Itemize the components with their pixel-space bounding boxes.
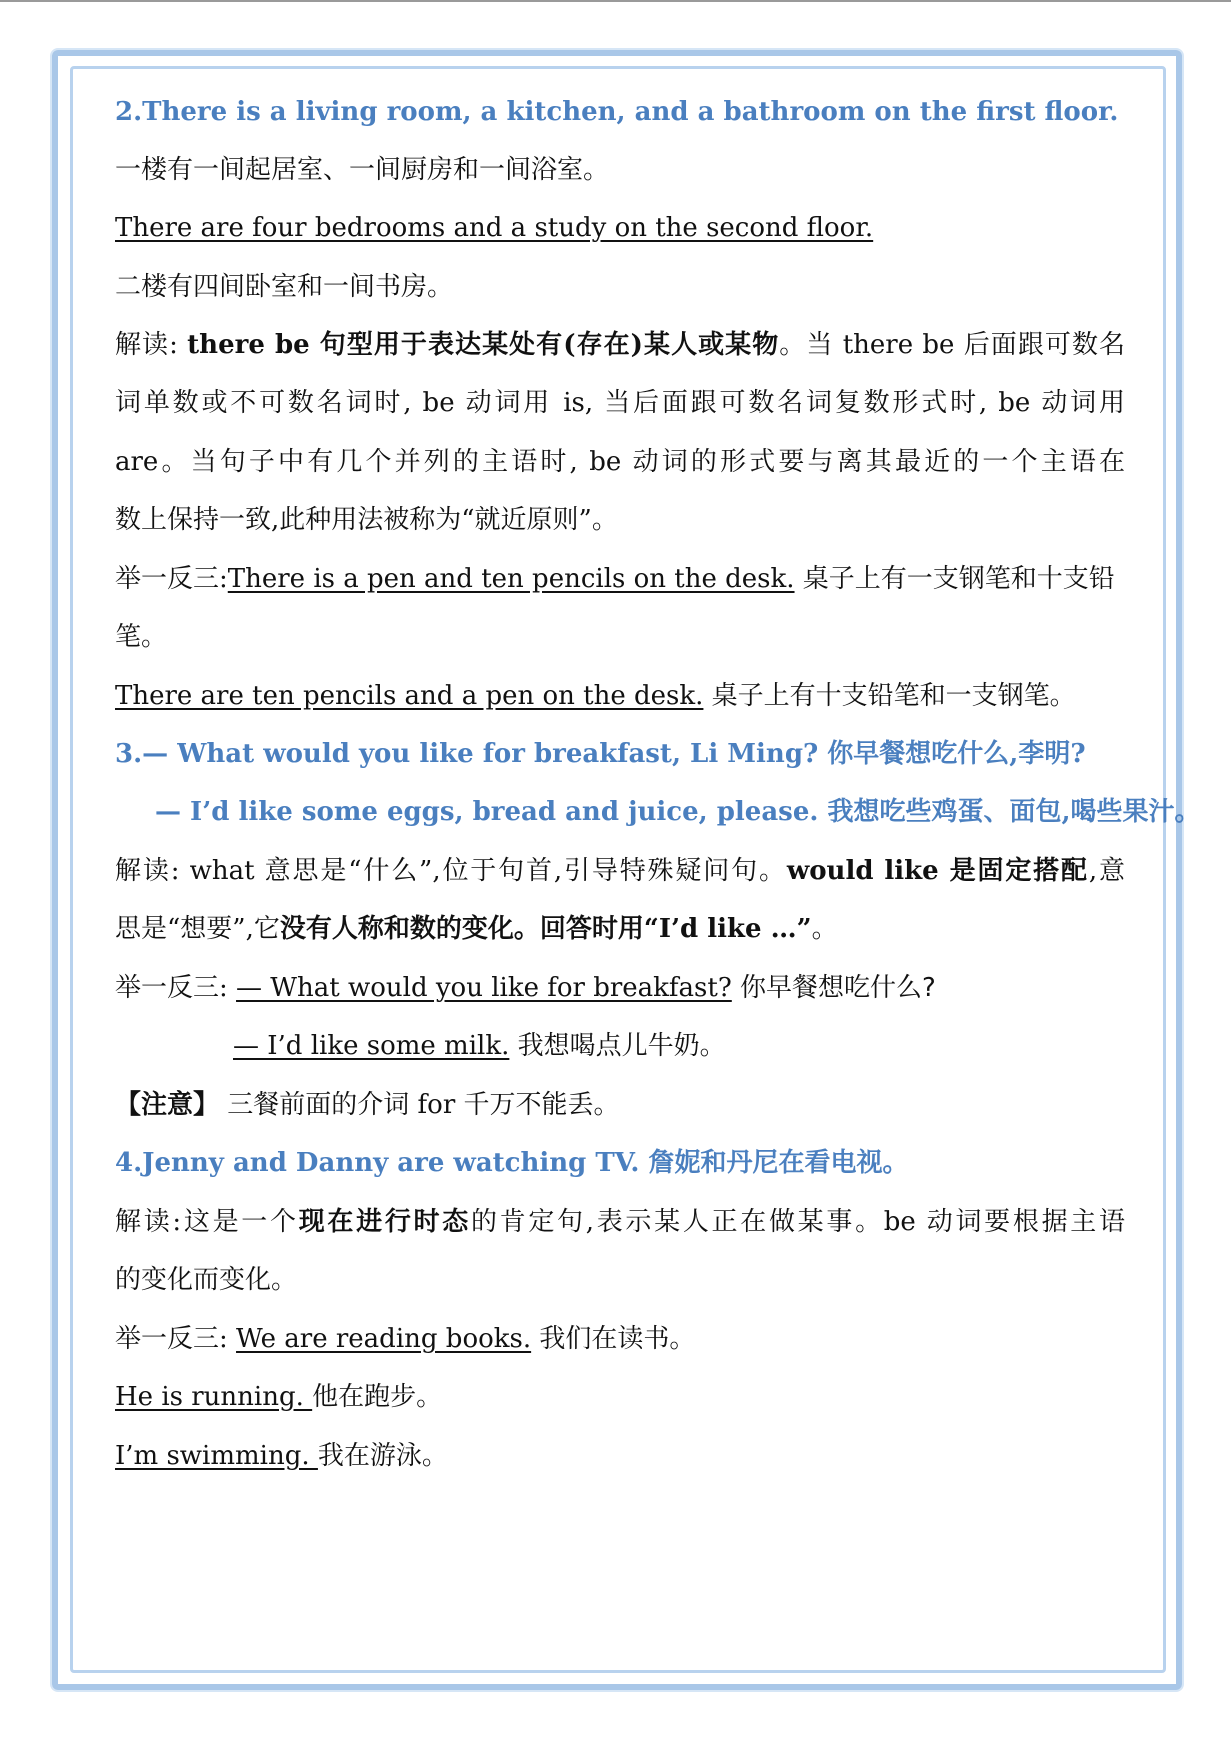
example-cn: 我想喝点儿牛奶。 bbox=[509, 1031, 726, 1061]
explanation-text: 。 bbox=[811, 914, 838, 944]
item4-example2 bbox=[115, 1377, 442, 1417]
explanation-bold: 现在进行时态 bbox=[298, 1207, 471, 1237]
example-cn: 桌子上有一支钢笔和十支铅 bbox=[794, 564, 1115, 594]
example-en: I’m swimming. bbox=[115, 1441, 318, 1471]
item2-example1-cont: 笔。 bbox=[115, 622, 168, 652]
example-en: There is a pen and ten pencils on the desk. bbox=[227, 564, 795, 594]
item3-example-q bbox=[115, 968, 936, 1008]
note-label: 【注意】 bbox=[115, 1090, 220, 1120]
item4-explanation-line1 bbox=[115, 1202, 1125, 1242]
example-cn: 他在跑步。 bbox=[312, 1382, 443, 1412]
explanation-rest: 。当 there be 后面跟可数名 bbox=[779, 330, 1125, 360]
item3-note bbox=[115, 1085, 620, 1125]
item2-example2 bbox=[115, 676, 1076, 716]
item4-heading: 4.Jenny and Danny are watching TV. 詹妮和丹尼在看电视。 bbox=[115, 1148, 909, 1178]
example-en: We are reading books. bbox=[236, 1324, 532, 1354]
item2-explanation-line1 bbox=[115, 325, 1125, 365]
example-cn: 桌子上有十支铅笔和一支钢笔。 bbox=[703, 681, 1076, 711]
item4-example3 bbox=[115, 1436, 448, 1476]
example-cn: 我们在读书。 bbox=[531, 1324, 696, 1354]
example-en: He is running. bbox=[115, 1382, 313, 1412]
explanation-text: 思是“想要”,它 bbox=[115, 914, 280, 944]
example-en: — I’d like some milk. bbox=[233, 1031, 510, 1061]
explanation-text: 的肯定句,表示某人正在做某事。be 动词要根据主语 bbox=[470, 1207, 1125, 1237]
item2-explanation-line4: 数上保持一致,此种用法被称为“就近原则”。 bbox=[115, 505, 618, 535]
explanation-bold: there be 句型用于表达某处有(存在)某人或某物 bbox=[187, 330, 780, 360]
example-label: 举一反三: bbox=[115, 564, 228, 594]
item4-example1 bbox=[115, 1319, 695, 1359]
explanation-rest: ,意 bbox=[1088, 856, 1125, 886]
example-cn: 你早餐想吃什么? bbox=[731, 973, 936, 1003]
item2-explanation-line2: 词单数或不可数名词时, be 动词用 is, 当后面跟可数名词复数形式时, be 动词用 bbox=[115, 388, 1125, 418]
example-en: There are ten pencils and a pen on the desk. bbox=[115, 681, 704, 711]
example-en: — What would you like for breakfast? bbox=[236, 973, 732, 1003]
item2-cn2: 二楼有四间卧室和一间书房。 bbox=[115, 272, 454, 302]
item2-example1 bbox=[115, 559, 1115, 599]
explanation-text: 解读:这是一个 bbox=[115, 1207, 299, 1237]
item3-explanation-line1 bbox=[115, 851, 1125, 891]
example-cn: 我在游泳。 bbox=[317, 1441, 448, 1471]
explanation-bold: 没有人称和数的变化。回答时用“I’d like …” bbox=[279, 914, 812, 944]
item3-question: 3.— What would you like for breakfast, Li Ming? 你早餐想吃什么,李明? bbox=[115, 739, 1086, 769]
item2-cn1: 一楼有一间起居室、一间厨房和一间浴室。 bbox=[115, 155, 610, 185]
note-text: 三餐前面的介词 for 千万不能丢。 bbox=[219, 1090, 620, 1120]
explanation-bold: would like 是固定搭配 bbox=[786, 856, 1089, 886]
explanation-label: 解读: what 意思是“什么”,位于句首,引导特殊疑问句。 bbox=[115, 856, 787, 886]
item2-explanation-line3: are。当句子中有几个并列的主语时, be 动词的形式要与离其最近的一个主语在 bbox=[115, 447, 1125, 477]
example-label: 举一反三: bbox=[115, 973, 237, 1003]
item2-sentence2: There are four bedrooms and a study on the second floor. bbox=[115, 213, 874, 243]
example-label: 举一反三: bbox=[115, 1324, 237, 1354]
item3-explanation-line2 bbox=[115, 909, 838, 949]
item3-answer: — I’d like some eggs, bread and juice, please. 我想吃些鸡蛋、面包,喝些果汁。 bbox=[155, 797, 1201, 827]
top-rule bbox=[0, 0, 1231, 2]
item2-heading: 2.There is a living room, a kitchen, and a bathroom on the first floor. bbox=[115, 97, 1119, 127]
explanation-label: 解读: bbox=[115, 330, 188, 360]
item3-example-a bbox=[233, 1026, 726, 1066]
item4-explanation-line2: 的变化而变化。 bbox=[115, 1265, 298, 1295]
